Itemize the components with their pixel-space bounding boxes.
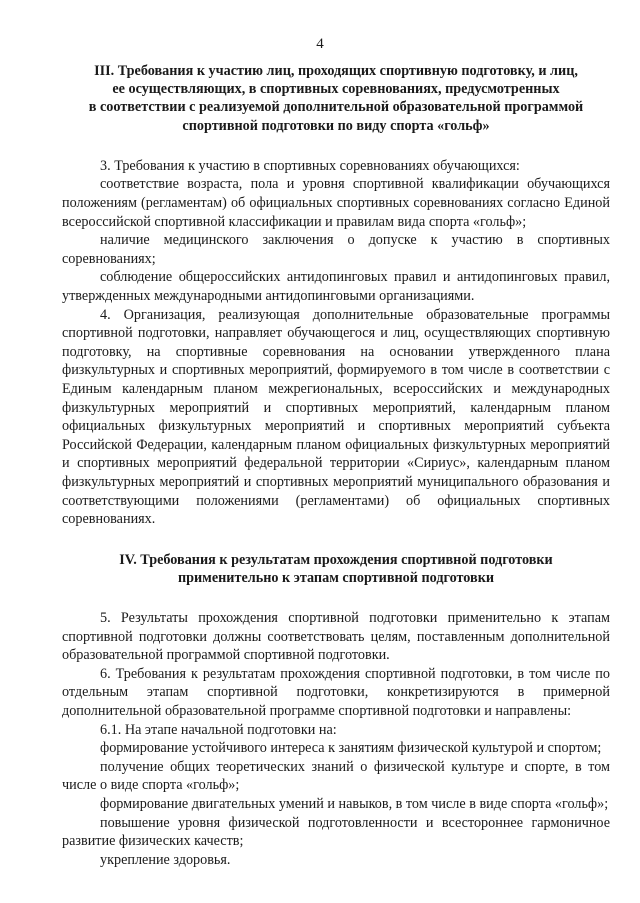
page-number: 4 bbox=[316, 36, 324, 52]
heading-line: спортивной подготовки по виду спорта «гольф» bbox=[182, 117, 490, 134]
page-content bbox=[62, 62, 610, 869]
heading-line: применительно к этапам спортивной подготовки bbox=[177, 569, 495, 586]
paragraph-5: 5. Результаты прохождения спортивной подготовки применительно к этапам спортивной подготовки должны соответствовать целям, поставленным дополнительной образовательной программой спортивной подготовки. bbox=[62, 610, 610, 664]
paragraph-3-item-2: наличие медицинского заключения о допуске к участию в спортивных соревнованиях; bbox=[62, 232, 610, 267]
paragraph-6-1: 6.1. На этапе начальной подготовки на: bbox=[100, 721, 337, 738]
paragraph-6-1-item-4: повышение уровня физической подготовленности и всестороннее гармоничное развитие физических качеств; bbox=[62, 814, 610, 850]
paragraph-6-1-item-2: получение общих теоретических знаний о физической культуре и спорте, в том числе о виде спорта «гольф»; bbox=[62, 758, 610, 794]
paragraph-3-item-3: соблюдение общероссийских антидопинговых правил и антидопинговых правил, утвержденных международными антидопинговыми организациями. bbox=[62, 269, 610, 304]
heading-line: ее осуществляющих, в спортивных соревнованиях, предусмотренных bbox=[112, 81, 560, 98]
heading-line: III. Требования к участию лиц, проходящих спортивную подготовку, и лиц, bbox=[94, 63, 578, 79]
paragraph-6-1-item-3: формирование двигательных умений и навыков, в том числе в виде спорта «гольф»; bbox=[100, 796, 609, 813]
paragraph-6-1-item-1: формирование устойчивого интереса к занятиям физической культурой и спортом; bbox=[100, 740, 602, 757]
paragraph-6: 6. Требования к результатам прохождения спортивной подготовки, в том числе по отдельным этапам спортивной подготовки, конкретизируются в примерной дополнительной образовательной программе спортивной подготовки и направлены: bbox=[62, 665, 610, 720]
heading-line: в соответствии с реализуемой дополнительной образовательной программой bbox=[88, 99, 584, 116]
paragraph-3: 3. Требования к участию в спортивных соревнованиях обучающихся: bbox=[100, 157, 520, 174]
paragraph-4: 4. Организация, реализующая дополнительные образовательные программы спортивной подготовки, направляет обучающегося и лиц, осуществляющих спортивную подготовку, на спортивные соревнования на основании утвержденного плана физкультурных и спортивных мероприятий, формируемого в том числе в соответствии с Единым календарным планом межрегиональных, всероссийских и международных физкультурных мероприятий и спортивных мероприятий, календарным планом официальных физкультурных мероприятий и спортивных мероприятий субъекта Российской Федерации, календарным планом официальных физкультурных мероприятий и спортивных мероприятий федеральной территории «Сириус», календарным планом физкультурных мероприятий и спортивных мероприятий муниципального образования и соответствующими положениями (регламентами) об официальных спортивных соревнованиях. bbox=[62, 306, 610, 528]
section-3-heading bbox=[62, 62, 610, 135]
section-4-heading bbox=[62, 551, 610, 587]
heading-line: IV. Требования к результатам прохождения спортивной подготовки bbox=[119, 551, 553, 568]
paragraph-6-1-item-5: укрепление здоровья. bbox=[100, 851, 231, 868]
paragraph-3-item-1: соответствие возраста, пола и уровня спортивной квалификации обучающихся положениям (регламентам) об официальных спортивных соревнованиях согласно Единой всероссийской спортивной классификации и правилам вида спорта «гольф»; bbox=[62, 176, 610, 230]
